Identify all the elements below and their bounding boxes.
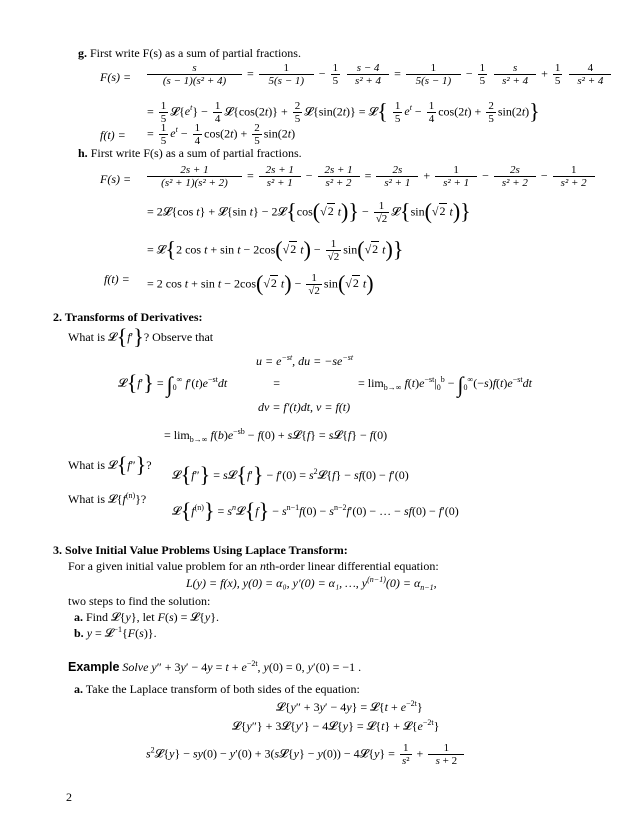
part-g-F-lhs: F(s) = <box>100 70 132 84</box>
example-eq-1: 𝓛{y″ + 3y′ − 4y} = 𝓛{t + $e^{-2t}$} <box>276 699 423 714</box>
section-2-dv-substitution: dv = f′(t)dt, v = f(t) <box>258 400 351 414</box>
example-eq-3: $s^2𝓛\{y\} - sy(0) - y'(0)$ + 3(s𝓛{y} − y(0)) − 4𝓛{y} = $\frac{1}{\text{s²}}$ + $\frac{1}{s + 2}$ <box>146 742 466 767</box>
section-2-question-3: What is $𝓛\{f^{(n)}\}$? <box>68 491 147 506</box>
part-g-result: = $\frac{1}{5}$ $e^t$ − $\frac{1}{4}$ cos(2t) + $\frac{2}{5}$ sin(2t) <box>147 122 296 147</box>
section-3-step-b: b. y = 𝓛$^{-1}${F(s)}. <box>74 625 157 640</box>
part-h-combined-line: = 𝓛{2 cos t + sin t − 2cos(√2 t) − $\frac{1}{√2}$ sin(√2 t)} <box>147 236 404 263</box>
example-step-a: a. Take the Laplace transform of both sides of the equation: <box>74 682 360 696</box>
part-g-label: g. <box>78 46 87 60</box>
section-2-second-derivative: 𝓛{f″} = s𝓛{f′} − $f'(0) = s^2𝓛\{f\} - sf(0) - f'(0)$ <box>172 462 409 487</box>
section-2-u-substitution: $u = e^{-st}$, du = $-se^{-st}$ <box>256 353 354 368</box>
part-g-partial-fractions: $\frac{s}{\text{(s − 1)(s² + 4)}}$ = $\frac{1}{5(s - 1)}$ − $\frac{1}{5}$ $\frac{s - 4}{\text{s² + 4}}$ = $\frac{1}{5(s - 1)}$ − $\frac{1}{5}$ $\frac{s}{\text{s² + 4}}$ + $\frac{1}{5}$ $\frac{4}{\text{s² + 4}}$ <box>145 62 613 87</box>
part-h-F-lhs: F(s) = <box>100 172 132 186</box>
section-3-ivp: L(y) = f(x), y(0) = α₀, y′(0) = α₁, …, $y^{(n-1)}(0) = \alpha_{n-1}$, <box>186 575 437 592</box>
part-h-partial-fractions: $\frac{2s + 1}{\text{(s² + 1)(s² + 2)}}$ = $\frac{2s + 1}{\text{s² + 1}}$ − $\frac{2s + 1}{\text{s² + 2}}$ = $\frac{2s}{\text{s² + 1}}$ + $\frac{1}{\text{s² + 1}}$ − $\frac{2s}{\text{s² + 2}}$ − $\frac{1}{\text{s² + 2}}$ <box>145 164 597 189</box>
section-2-nth-derivative: $𝓛\{f^{(n)}\}$ = $s^n𝓛\{f\} - s^{n-1}f(0) - s^{n-2}f'(0)$ − … − sf(0) − f′(0) <box>172 498 459 523</box>
section-3-steps-intro: two steps to find the solution: <box>68 594 211 608</box>
example-label: Example <box>68 660 120 674</box>
part-g-text: First write F(s) as a sum of partial fractions. <box>90 46 301 60</box>
section-2-question-1: What is 𝓛{f′}? Observe that <box>68 324 214 349</box>
part-h-label: h. <box>78 146 88 160</box>
section-3-step-a: a. Find 𝓛{y}, let F(s) = 𝓛{y}. <box>74 610 219 624</box>
example-line: Example Solve $y'' + 3y' - 4y = t + e^{-2t}$, y(0) = 0, y′(0) = −1 . <box>68 659 362 674</box>
section-2-limit-line: = $\lim_{b\to\infty} f(b)e^{-sb} - f(0)$ + s𝓛{f} = s𝓛{f} − f(0) <box>164 427 388 444</box>
section-3-heading: 3. Solve Initial Value Problems Using Laplace Transform: <box>53 543 348 557</box>
part-h-intro <box>78 146 302 160</box>
part-g-intro <box>78 46 301 60</box>
part-g-transform-line: = $\frac{1}{5}$ $𝓛\{e^t\}$ − $\frac{1}{4}$ 𝓛{cos(2t)} + $\frac{2}{5}$ 𝓛{sin(2t)} = 𝓛{ $\frac{1}{5}$ $e^t$ − $\frac{1}{4}$ cos(2t) + $\frac{2}{5}$ sin(2t)} <box>147 98 540 125</box>
section-3-intro: For a given initial value problem for an nth-order linear differential equation: <box>68 559 439 573</box>
part-g-f-lhs: f(t) = <box>100 128 126 142</box>
section-2-question-2: What is 𝓛{f″}? <box>68 452 152 477</box>
page-number: 2 <box>66 790 72 804</box>
example-eq-2: 𝓛{y″} + 3𝓛{y′} − 4𝓛{y} = 𝓛{t} + $𝓛\{e^{-2t}\}$ <box>232 718 440 733</box>
part-h-result: = 2 cos t + sin t − 2cos(√2 t) − $\frac{1}{√2}$ sin(√2 t) <box>147 270 374 297</box>
part-h-f-lhs: f(t) = <box>104 272 130 286</box>
section-2-integration-by-parts: 𝓛{f′} = $\int_0^\infty$ $f'(t)e^{-st}dt$ = = $\lim_{b\to\infty} f(t)e^{-st}|_0^b - \int_0^\infty(-s)f(t)e^{-st}dt$ <box>118 370 532 397</box>
part-h-transform-line: = 2𝓛{cos t} + 𝓛{sin t} − 2𝓛{cos(√2 t)} − $\frac{1}{√2}$ 𝓛{sin(√2 t)} <box>147 198 471 225</box>
part-h-text: First write F(s) as a sum of partial fractions. <box>90 146 302 160</box>
section-2-heading: 2. Transforms of Derivatives: <box>53 310 203 324</box>
